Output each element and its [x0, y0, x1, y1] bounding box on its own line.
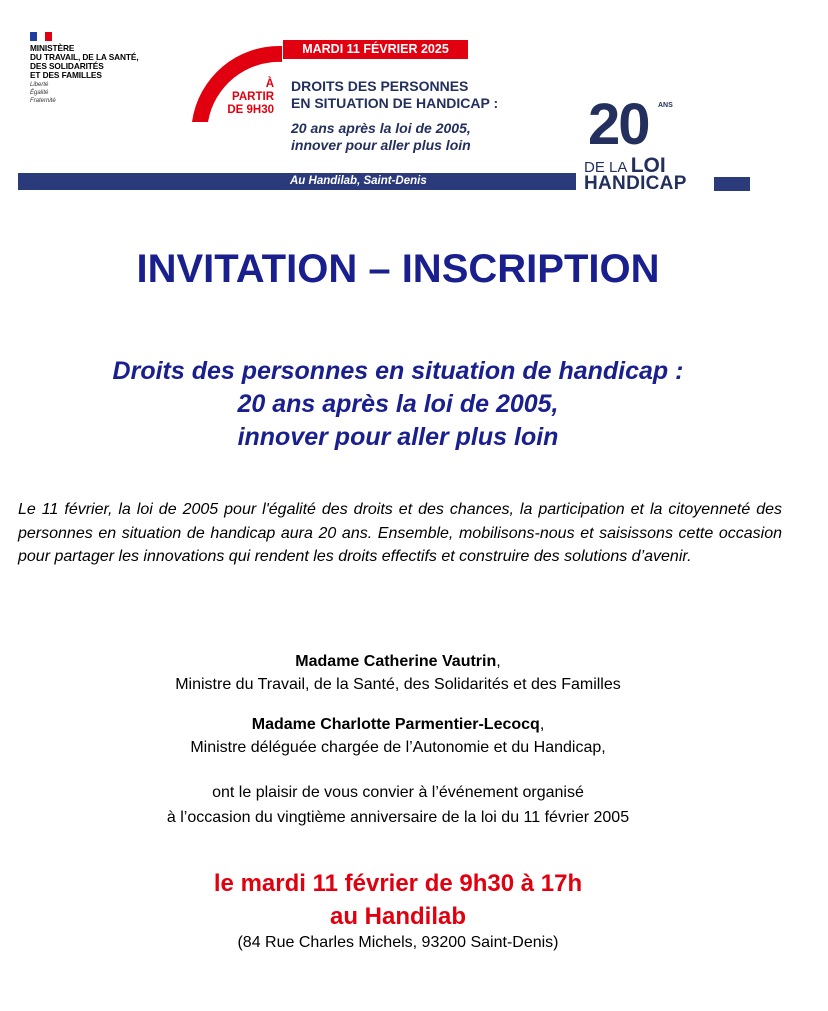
french-flag-icon — [30, 32, 52, 41]
host-name: Madame Charlotte Parmentier-Lecocq — [251, 716, 540, 733]
banner-title-line: DROITS DES PERSONNES — [291, 78, 469, 94]
event-datetime — [0, 867, 796, 933]
ministry-line: DU TRAVAIL, DE LA SANTÉ, — [30, 52, 139, 62]
motto-line: Fraternité — [30, 98, 56, 104]
time-line: DE 9H30 — [227, 104, 274, 116]
host-role: Ministre du Travail, de la Santé, des Solidarités et des Familles — [175, 676, 621, 693]
page-title: INVITATION – INSCRIPTION — [136, 247, 660, 291]
time-line: À — [265, 78, 274, 90]
invite-line: à l’occasion du vingtième anniversaire de la loi du 11 février 2005 — [166, 809, 630, 826]
subtitle-line: 20 ans après la loi de 2005, — [237, 390, 559, 418]
anniv-number: 20 — [588, 92, 649, 157]
ministry-line: MINISTÈRE — [30, 43, 75, 53]
anniversary-logo — [582, 92, 754, 194]
invite-line: ont le plaisir de vous convier à l’événement organisé — [212, 784, 584, 801]
intro-paragraph: Le 11 février, la loi de 2005 pour l'égalité des droits et des chances, la participation et la citoyenneté des personnes en situation de handicap aura 20 ans. Ensemble, mobilisons-nous et saisissons cette occasion pour partager les innovations qui rendent les droits effectifs et construire des solutions d’avenir. — [18, 501, 782, 565]
ministry-line: DES SOLIDARITÉS — [30, 61, 104, 71]
ministry-logo — [30, 32, 180, 104]
host-block: Madame Catherine Vautrin, Ministre du Travail, de la Santé, des Solidarités et des Familles — [0, 650, 796, 696]
host-name: Madame Catherine Vautrin — [295, 653, 497, 670]
date-banner: MARDI 11 FÉVRIER 2025 — [283, 40, 468, 59]
location-label: Au Handilab, Saint-Denis — [290, 175, 427, 187]
anniv-de-la: DE LA — [584, 159, 627, 176]
banner-title — [291, 78, 498, 112]
event-line: le mardi 11 février de 9h30 à 17h — [213, 870, 583, 897]
anniv-handicap: HANDICAP — [584, 173, 687, 194]
event-address: (84 Rue Charles Michels, 93200 Saint-Denis) — [237, 934, 559, 951]
banner-subtitle-line: 20 ans après la loi de 2005, — [291, 120, 471, 136]
time-line: PARTIR — [232, 91, 274, 103]
banner-subtitle-line: innover pour aller plus loin — [291, 137, 471, 153]
anniv-ans: ANS — [658, 102, 673, 109]
host-role: Ministre déléguée chargée de l’Autonomie et du Handicap, — [190, 739, 606, 756]
anniv-loi: LOI — [630, 154, 666, 177]
subtitle — [0, 355, 796, 454]
start-time-label — [210, 78, 274, 117]
event-line: au Handilab — [329, 903, 467, 930]
banner-subtitle — [291, 120, 471, 154]
motto-line: Liberté — [30, 82, 49, 88]
banner-title-line: EN SITUATION DE HANDICAP : — [291, 95, 499, 111]
ministry-line: ET DES FAMILLES — [30, 70, 102, 80]
motto-line: Égalité — [30, 90, 49, 96]
location-bar — [18, 173, 576, 190]
host-block: Madame Charlotte Parmentier-Lecocq, Ministre déléguée chargée de l’Autonomie et du Handicap, — [0, 713, 796, 759]
subtitle-line: innover pour aller plus loin — [237, 423, 559, 451]
anniv-bar-decoration — [714, 177, 750, 191]
subtitle-line: Droits des personnes en situation de handicap : — [112, 357, 684, 385]
invite-text — [0, 780, 796, 830]
